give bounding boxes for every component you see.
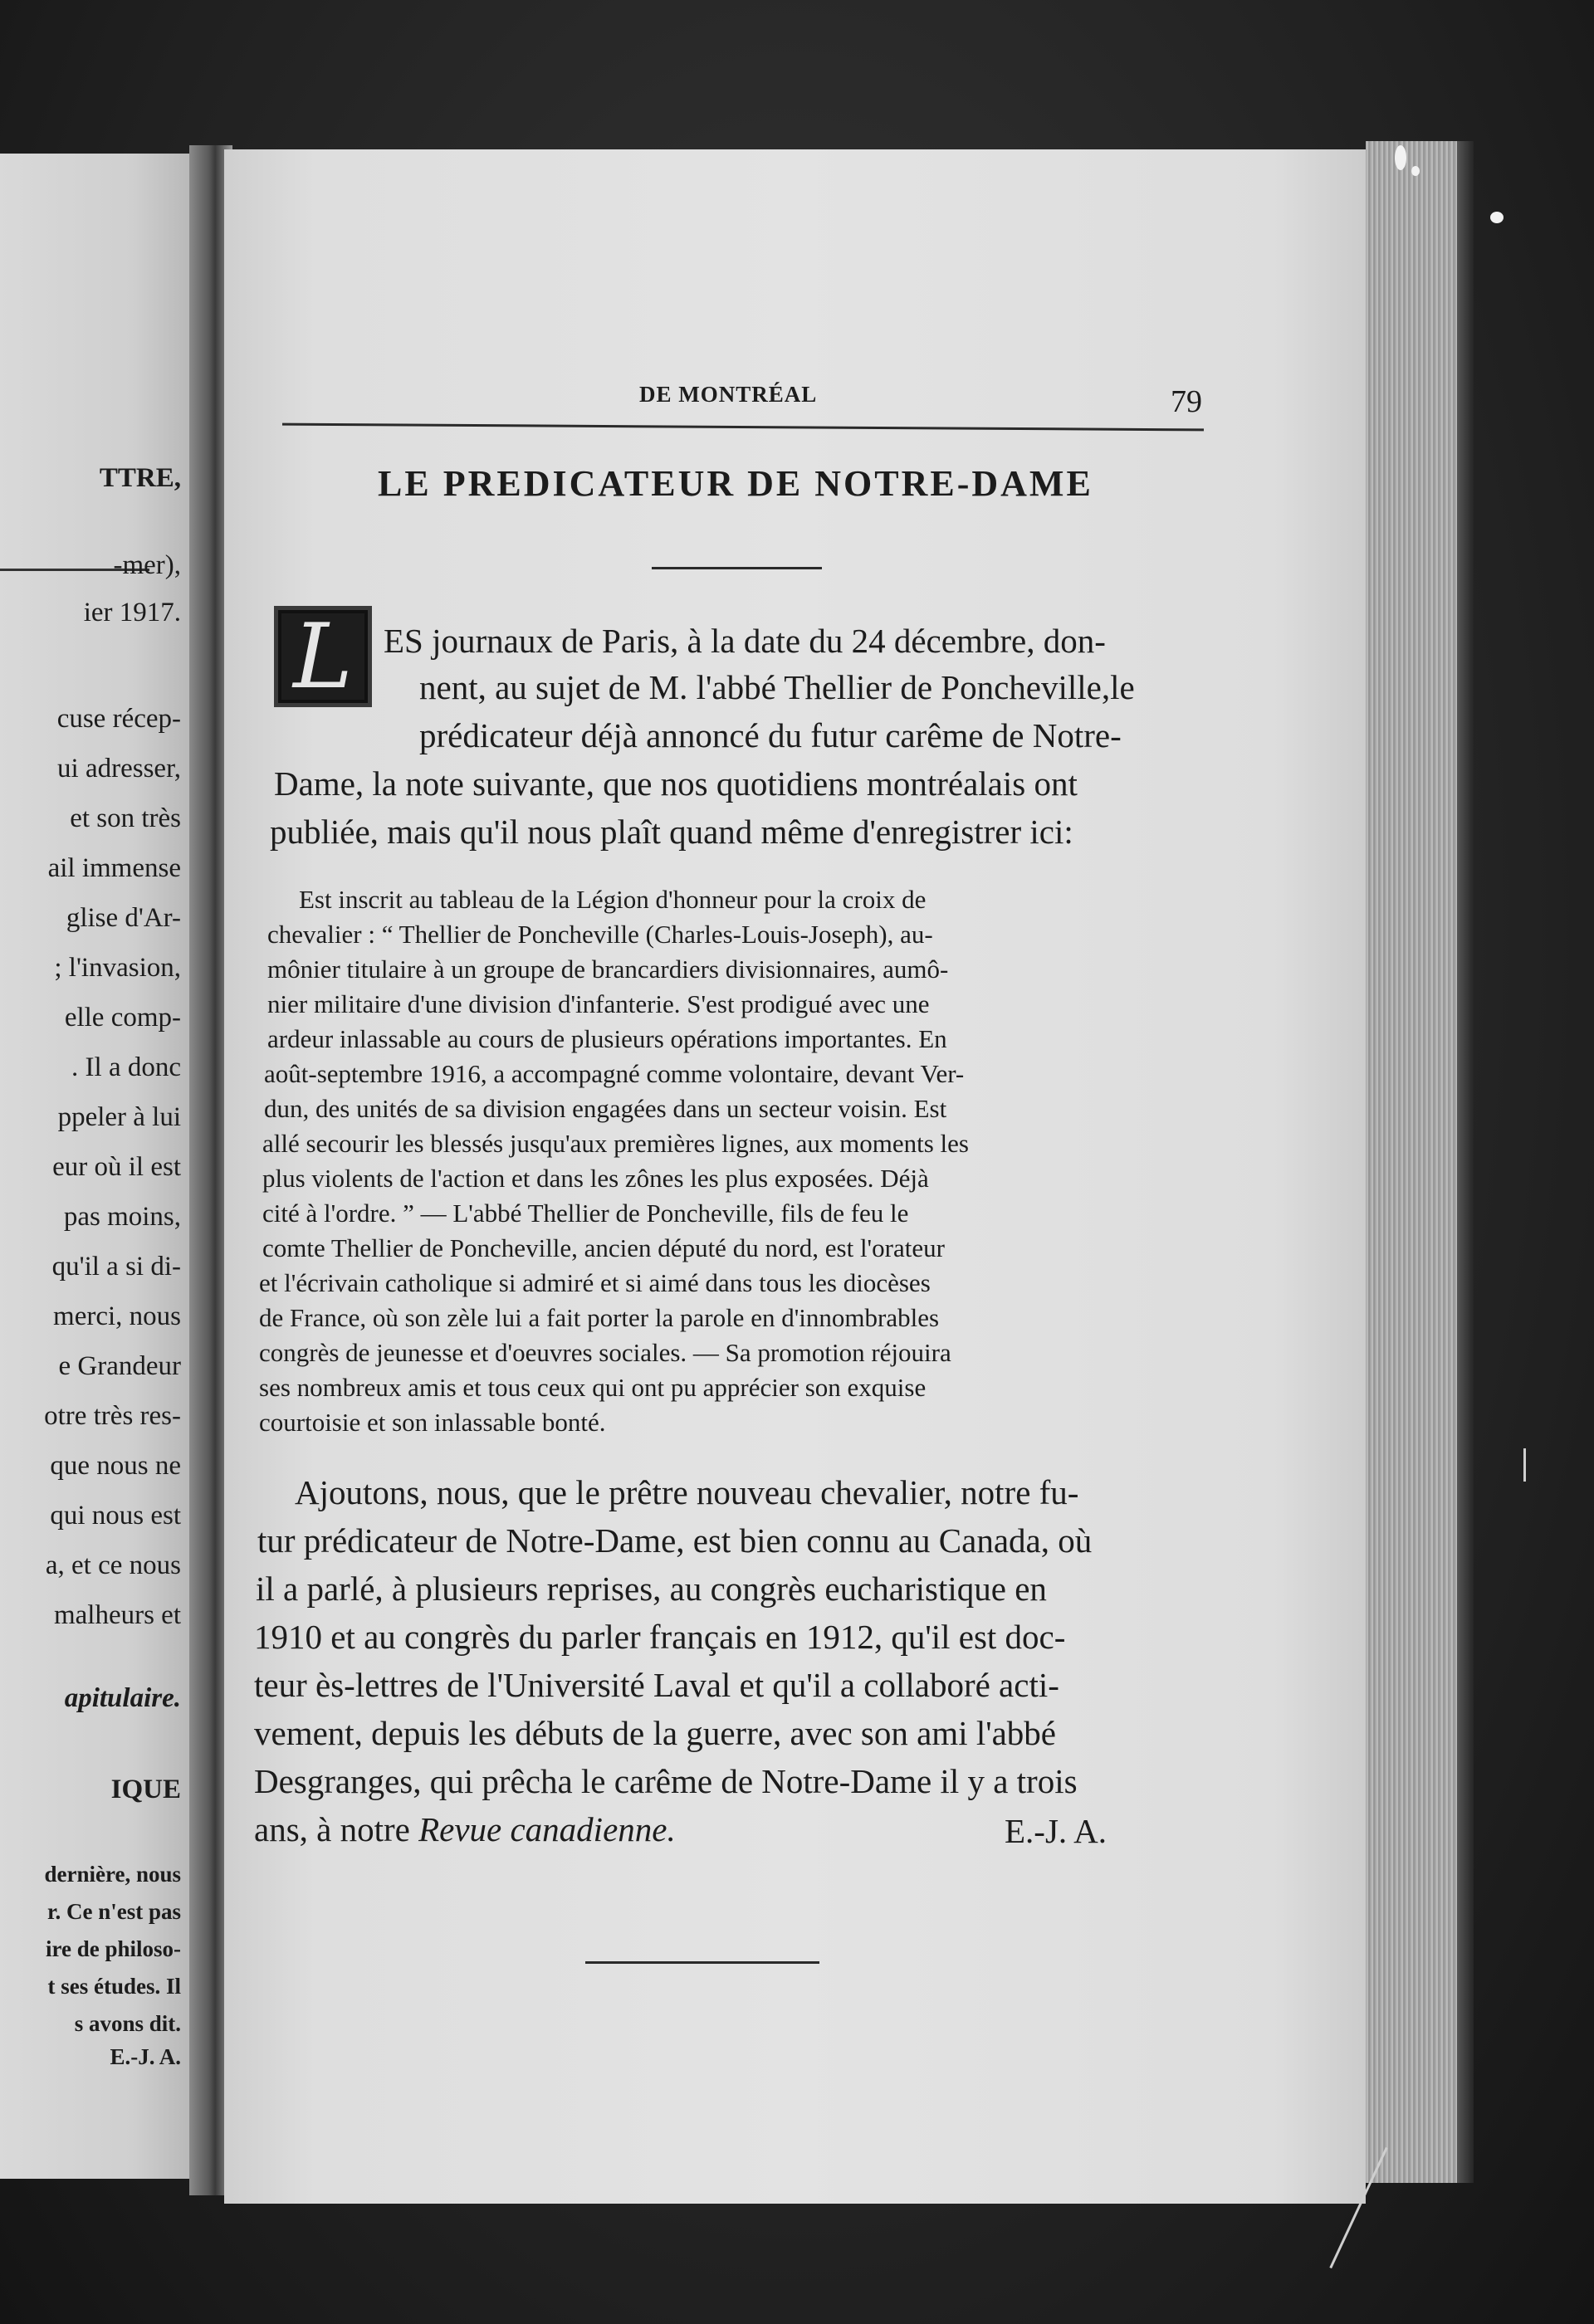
left-page-line: ; l'invasion, bbox=[54, 953, 181, 983]
intro-line: prédicateur déjà annoncé du futur carême de Notre- bbox=[419, 716, 1122, 754]
citation-line: Est inscrit au tableau de la Légion d'honneur pour la croix de bbox=[299, 885, 927, 914]
citation-line: chevalier : “ Thellier de Poncheville (Charles-Louis-Joseph), au- bbox=[267, 920, 933, 949]
end-rule bbox=[585, 1961, 819, 1964]
citation-line: congrès de jeunesse et d'oeuvres sociales. — Sa promotion réjouira bbox=[259, 1338, 951, 1367]
left-page-line: ail immense bbox=[47, 853, 181, 883]
citation-line: plus violents de l'action et dans les zônes les plus exposées. Déjà bbox=[262, 1164, 929, 1193]
ornamental-dropcap: L bbox=[274, 606, 372, 707]
title-rule bbox=[652, 567, 822, 569]
left-page-fragment bbox=[0, 154, 189, 2179]
citation-line: dun, des unités de sa division engagées dans un secteur voisin. Est bbox=[264, 1094, 947, 1123]
intro-line: Dame, la note suivante, que nos quotidiens montréalais ont bbox=[274, 764, 1078, 803]
left-page-line: t ses études. Il bbox=[47, 1974, 181, 1999]
last-line-prefix: ans, à notre bbox=[254, 1810, 419, 1848]
scan-scratch bbox=[1523, 1448, 1526, 1482]
citation-line: août-septembre 1916, a accompagné comme volontaire, devant Ver- bbox=[264, 1059, 965, 1088]
citation-line: cité à l'ordre. ” — L'abbé Thellier de Poncheville, fils de feu le bbox=[262, 1199, 909, 1228]
page-edges bbox=[1366, 141, 1457, 2183]
left-page-line: ire de philoso- bbox=[45, 1936, 181, 1961]
intro-line: nent, au sujet de M. l'abbé Thellier de Poncheville,le bbox=[419, 668, 1135, 706]
citation-line: allé secourir les blessés jusqu'aux premières lignes, aux moments les bbox=[262, 1129, 969, 1158]
left-page-line: E.-J. A. bbox=[110, 2044, 181, 2069]
citation-line: mônier titulaire à un groupe de brancardiers divisionnaires, aumô- bbox=[267, 954, 949, 984]
citation-line: ses nombreux amis et tous ceux qui ont pu apprécier son exquise bbox=[259, 1373, 927, 1402]
left-page-line: qu'il a si di- bbox=[51, 1252, 181, 1282]
left-page-line: et son très bbox=[70, 803, 181, 833]
article-title: LE PREDICATEUR DE NOTRE-DAME bbox=[378, 463, 1093, 504]
left-page-line: e Grandeur bbox=[58, 1351, 181, 1381]
closing-line: il a parlé, à plusieurs reprises, au congrès eucharistique en bbox=[256, 1570, 1047, 1608]
left-page-line: cuse récep- bbox=[56, 704, 181, 734]
left-page-line: pas moins, bbox=[63, 1202, 181, 1232]
left-page-line: otre très res- bbox=[44, 1401, 181, 1431]
citation-line: ardeur inlassable au cours de plusieurs opérations importantes. En bbox=[267, 1024, 947, 1053]
left-page-line: ier 1917. bbox=[83, 598, 181, 627]
dust-speck bbox=[1411, 166, 1420, 176]
left-page-line: qui nous est bbox=[50, 1501, 181, 1531]
dust-speck bbox=[1395, 145, 1406, 170]
closing-line: 1910 et au congrès du parler français en 1912, qu'il est doc- bbox=[254, 1618, 1066, 1656]
left-page-line: elle comp- bbox=[64, 1003, 181, 1033]
page-number: 79 bbox=[1171, 384, 1202, 419]
left-page-line: dernière, nous bbox=[44, 1862, 181, 1887]
left-page-line: que nous ne bbox=[50, 1451, 181, 1481]
dust-speck bbox=[1490, 212, 1504, 223]
left-page-line: ppeler à lui bbox=[57, 1102, 181, 1132]
citation-line: comte Thellier de Poncheville, ancien député du nord, est l'orateur bbox=[262, 1233, 945, 1262]
closing-line: Desgranges, qui prêcha le carême de Notre-Dame il y a trois bbox=[254, 1762, 1078, 1800]
closing-last-line bbox=[254, 1810, 676, 1848]
closing-line: Ajoutons, nous, que le prêtre nouveau chevalier, notre fu- bbox=[295, 1473, 1079, 1511]
left-page-line: glise d'Ar- bbox=[66, 903, 181, 933]
left-page-line: s avons dit. bbox=[74, 2011, 181, 2036]
citation-line: courtoisie et son inlassable bonté. bbox=[259, 1408, 606, 1437]
left-page-line: -mer), bbox=[113, 550, 181, 580]
closing-line: tur prédicateur de Notre-Dame, est bien connu au Canada, où bbox=[257, 1521, 1093, 1560]
left-page-line: IQUE bbox=[110, 1775, 181, 1804]
running-head: DE MONTRÉAL bbox=[639, 382, 818, 407]
left-page-line: merci, nous bbox=[53, 1301, 181, 1331]
left-page-line: apitulaire. bbox=[64, 1683, 181, 1713]
left-page-line: malheurs et bbox=[53, 1600, 181, 1630]
intro-line: ES journaux de Paris, à la date du 24 décembre, don- bbox=[384, 622, 1106, 660]
left-page-line: TTRE, bbox=[99, 463, 181, 493]
closing-line: teur ès-lettres de l'Université Laval et qu'il a collaboré acti- bbox=[254, 1666, 1059, 1704]
edge-shadow bbox=[1457, 141, 1474, 2183]
citation-line: de France, où son zèle lui a fait porter la parole en d'innombrables bbox=[259, 1303, 940, 1332]
left-page-line: eur où il est bbox=[52, 1152, 181, 1182]
signature: E.-J. A. bbox=[1005, 1812, 1107, 1850]
closing-line: vement, depuis les débuts de la guerre, avec son ami l'abbé bbox=[254, 1714, 1057, 1752]
left-page-line: . Il a donc bbox=[71, 1052, 181, 1082]
left-page-line: a, et ce nous bbox=[45, 1550, 181, 1580]
intro-line: publiée, mais qu'il nous plaît quand même d'enregistrer ici: bbox=[270, 813, 1073, 851]
citation-line: nier militaire d'une division d'infanterie. S'est prodigué avec une bbox=[267, 989, 930, 1018]
left-page-line: ui adresser, bbox=[57, 754, 181, 784]
citation-line: et l'écrivain catholique si admiré et si aimé dans tous les diocèses bbox=[259, 1268, 931, 1297]
revue-canadienne-title: Revue canadienne. bbox=[418, 1810, 676, 1848]
left-page-line: r. Ce n'est pas bbox=[46, 1899, 181, 1924]
